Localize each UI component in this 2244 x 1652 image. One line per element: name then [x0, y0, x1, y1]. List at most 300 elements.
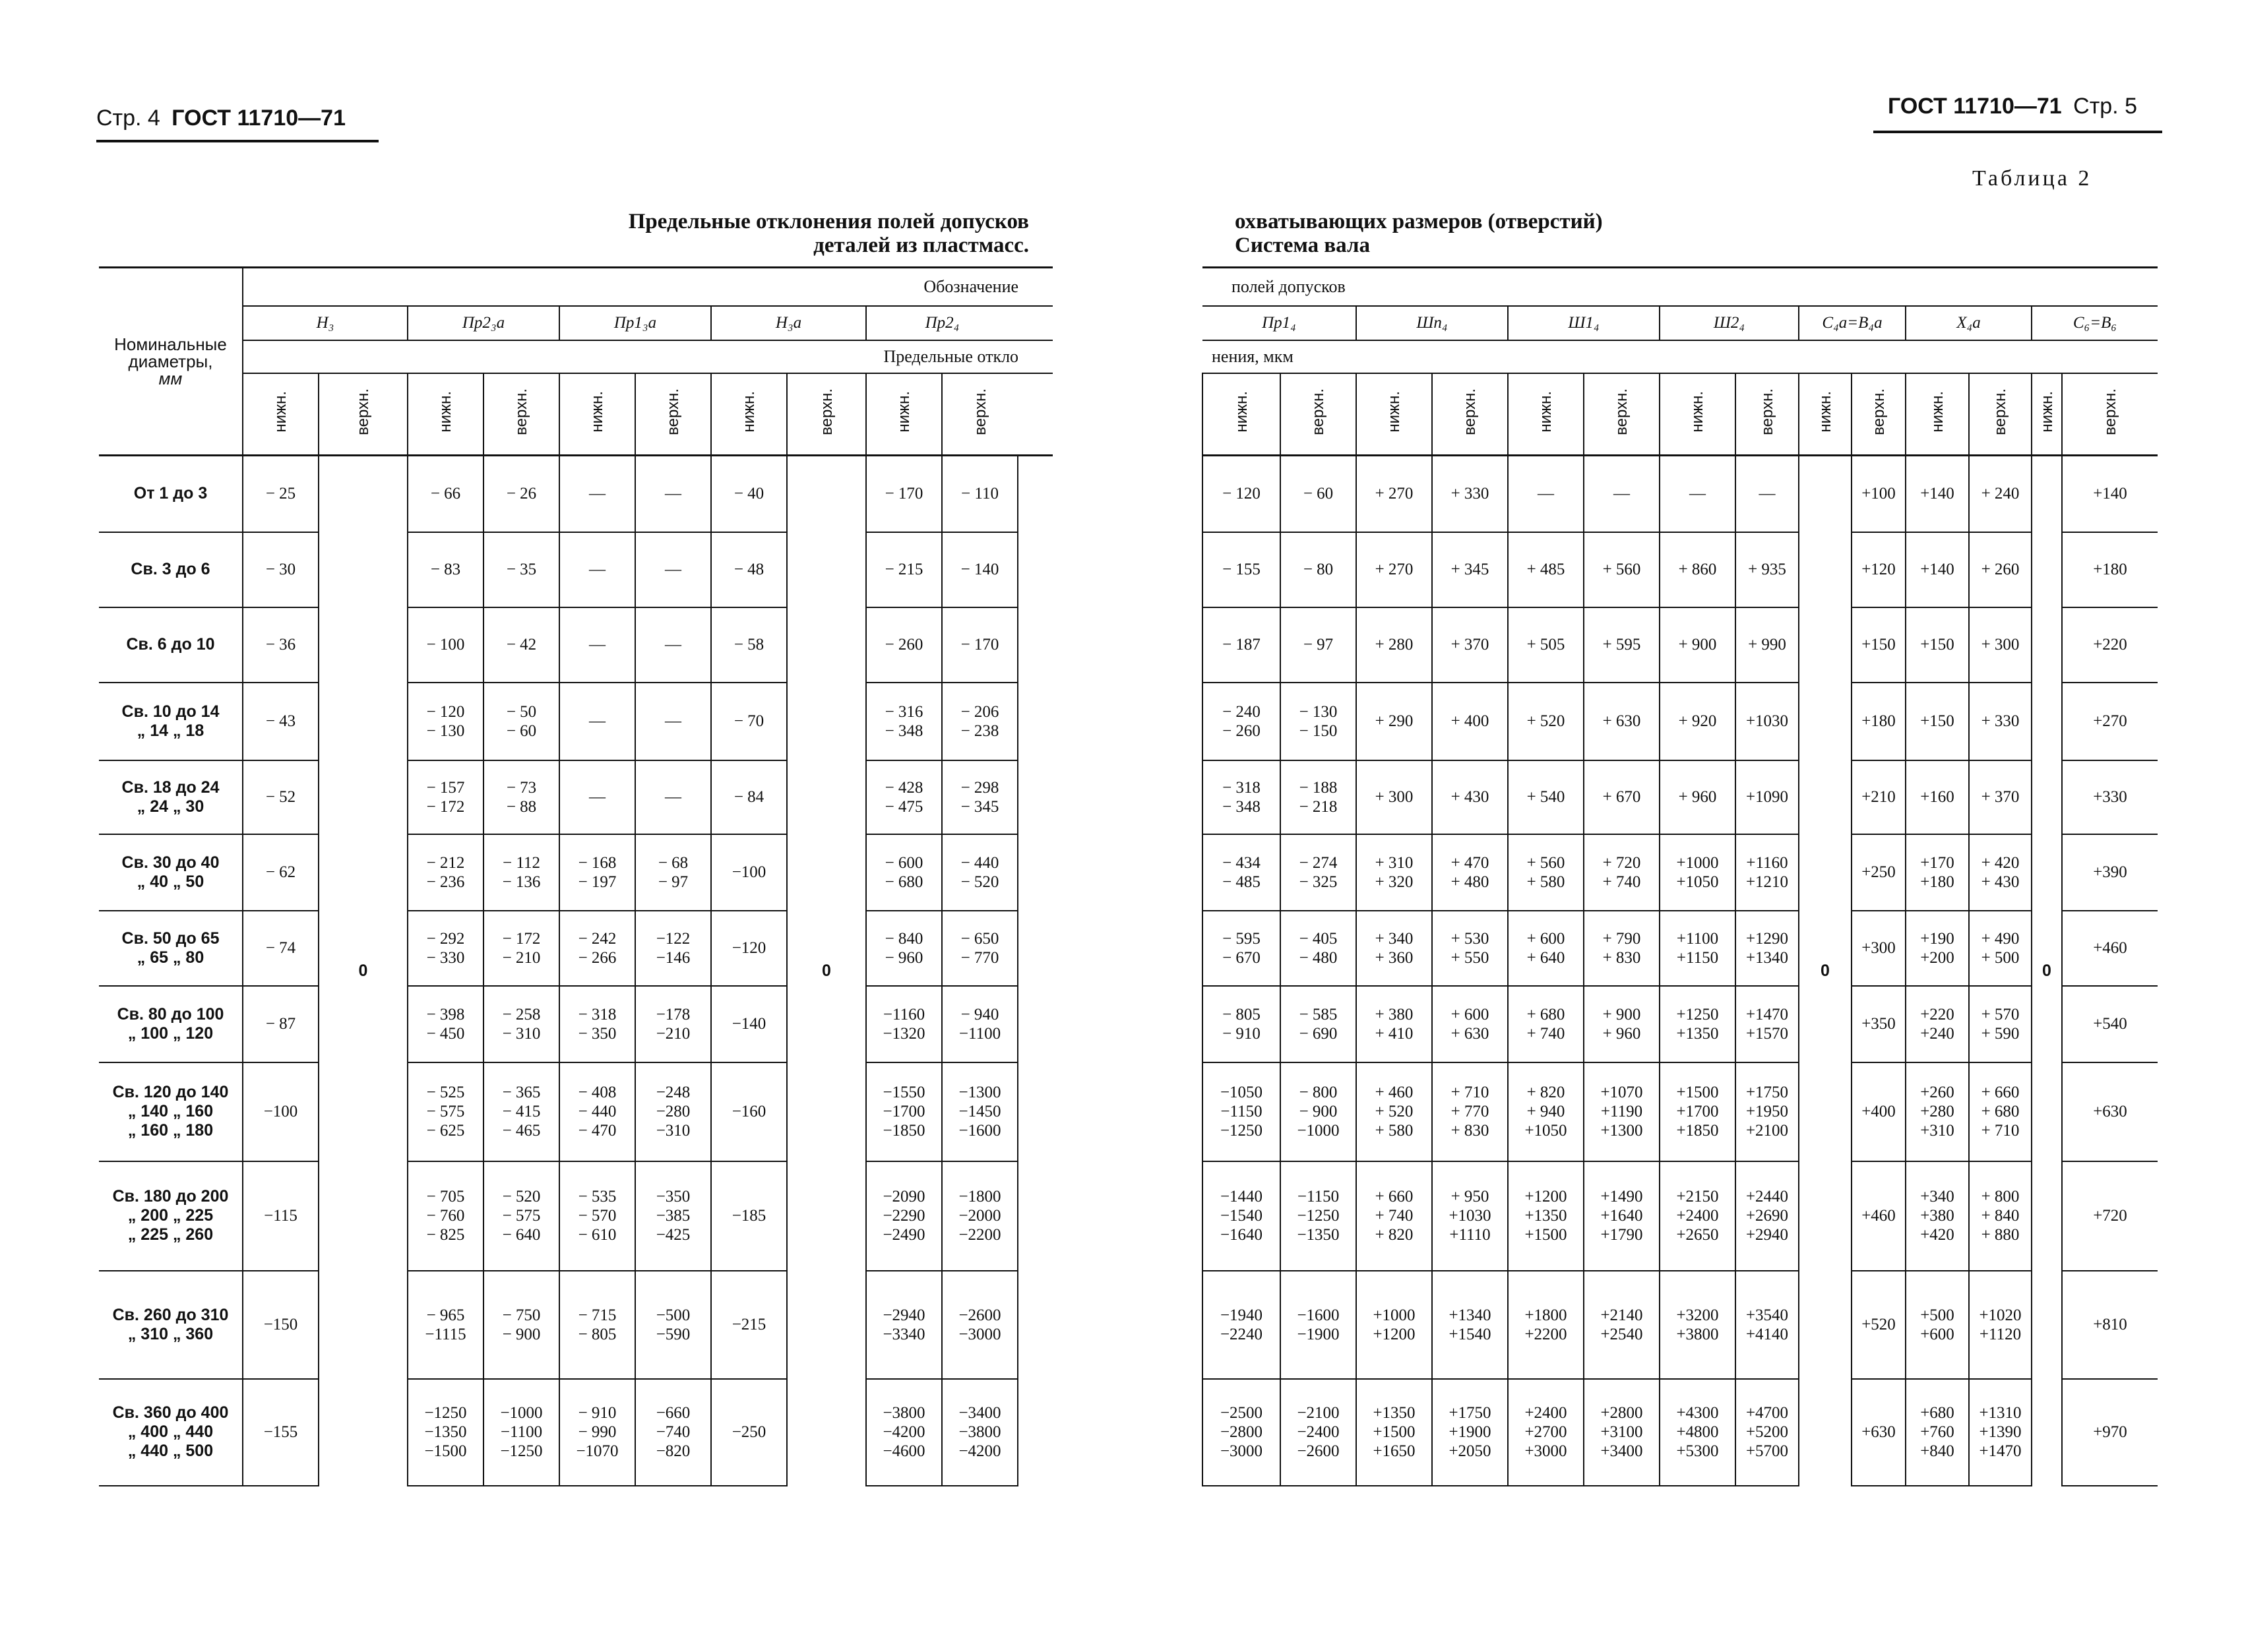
h3-lower: − 25	[243, 456, 319, 532]
pr2-3a-lower: − 83	[408, 532, 483, 607]
diameter-range: Св. 260 до 310 „ 310 „ 360	[99, 1271, 243, 1379]
shp-4-upper: + 330	[1432, 456, 1508, 532]
pr2-4-lower: −2940 −3340	[866, 1271, 942, 1379]
pr2-3a-lower: − 100	[408, 607, 483, 683]
pr2-4-upper: −1800 −2000 −2200	[942, 1161, 1018, 1271]
left-standard-number: ГОСТ 11710—71	[171, 106, 346, 131]
field-h3: H₃	[243, 306, 408, 340]
x4a-lower: +140	[1906, 456, 1969, 532]
sh1-4-upper: +2140 +2540	[1584, 1271, 1660, 1379]
c6-lower-zero: 0	[2032, 456, 2062, 1486]
sh2-4-upper: +2440 +2690 +2940	[1735, 1161, 1799, 1271]
table-row	[1202, 1062, 2158, 1161]
pr1-4-lower: − 240 − 260	[1202, 683, 1280, 760]
table-row	[99, 1271, 1053, 1379]
x4a-lower: +260 +280 +310	[1906, 1062, 1969, 1161]
h3a-lower: − 84	[711, 760, 787, 834]
sub-header-up: верхн.	[1969, 373, 2032, 456]
diameter-range: Св. 360 до 400 „ 400 „ 440 „ 440 „ 500	[99, 1379, 243, 1486]
pr1-3a-upper: −248 −280 −310	[635, 1062, 711, 1161]
pr2-4-upper: − 140	[942, 532, 1018, 607]
sh1-4-lower: + 820 + 940 +1050	[1508, 1062, 1584, 1161]
sh1-4-upper: + 630	[1584, 683, 1660, 760]
h3-lower: − 87	[243, 986, 319, 1062]
left-page-header	[96, 106, 346, 131]
pr2-3a-lower: −1250 −1350 −1500	[408, 1379, 483, 1486]
sub-header-low: нижн.	[559, 373, 635, 456]
shp-4-upper: + 370	[1432, 607, 1508, 683]
h3-lower: −150	[243, 1271, 319, 1379]
x4a-upper: +1020 +1120	[1969, 1271, 2032, 1379]
right-page-header	[1888, 94, 2137, 119]
pr1-4-lower: − 434 − 485	[1202, 834, 1280, 911]
deviation-label: Предельные откло	[243, 340, 1053, 373]
field-c6-b6: C₆=B₆	[2032, 306, 2158, 340]
x4a-upper: + 300	[1969, 607, 2032, 683]
pr2-3a-lower: − 157 − 172	[408, 760, 483, 834]
pr2-3a-upper: − 112 − 136	[483, 834, 559, 911]
pr2-4-lower: − 215	[866, 532, 942, 607]
pr2-3a-lower: − 965 −1115	[408, 1271, 483, 1379]
pr2-3a-lower: − 212 − 236	[408, 834, 483, 911]
h3-lower: −100	[243, 1062, 319, 1161]
sh2-4-upper: +1160 +1210	[1735, 834, 1799, 911]
shp-4-upper: + 400	[1432, 683, 1508, 760]
h3a-lower: −185	[711, 1161, 787, 1271]
pr1-4-upper: −2100 −2400 −2600	[1280, 1379, 1356, 1486]
x4a-lower: +170 +180	[1906, 834, 1969, 911]
pr1-3a-upper: —	[635, 532, 711, 607]
pr1-3a-upper: —	[635, 456, 711, 532]
sh1-4-lower: +1800 +2200	[1508, 1271, 1584, 1379]
sub-header-up: верхн.	[319, 373, 408, 456]
field-h3a: H₃а	[711, 306, 866, 340]
x4a-upper: + 800 + 840 + 880	[1969, 1161, 2032, 1271]
c6-upper: +540	[2062, 986, 2158, 1062]
field-x4a: X₄а	[1906, 306, 2032, 340]
pr2-4-upper: − 206 − 238	[942, 683, 1018, 760]
pr2-4-upper: − 170	[942, 607, 1018, 683]
table-row	[99, 683, 1053, 760]
right-standard-number: ГОСТ 11710—71	[1888, 94, 2062, 119]
pr1-3a-lower: − 715 − 805	[559, 1271, 635, 1379]
diameter-range: Св. 10 до 14 „ 14 „ 18	[99, 683, 243, 760]
sh2-4-upper: +1290 +1340	[1735, 911, 1799, 986]
sh2-4-lower: +2150 +2400 +2650	[1660, 1161, 1735, 1271]
sh1-4-lower: + 520	[1508, 683, 1584, 760]
pr1-4-lower: − 187	[1202, 607, 1280, 683]
sh2-4-upper: +3540 +4140	[1735, 1271, 1799, 1379]
sub-header-up: верхн.	[942, 373, 1018, 456]
pr2-4-lower: −2090 −2290 −2490	[866, 1161, 942, 1271]
x4a-upper: + 260	[1969, 532, 2032, 607]
sh2-4-lower: + 860	[1660, 532, 1735, 607]
c6-upper: +330	[2062, 760, 2158, 834]
table-row	[1202, 683, 2158, 760]
field-pr1-4: Пр1₄	[1202, 306, 1356, 340]
sub-header-up: верхн.	[1735, 373, 1799, 456]
sh2-4-upper: +1750 +1950 +2100	[1735, 1062, 1799, 1161]
pr2-3a-upper: −1000 −1100 −1250	[483, 1379, 559, 1486]
pr1-4-lower: − 155	[1202, 532, 1280, 607]
sub-header-up: верхн.	[1852, 373, 1906, 456]
pr2-4-lower: − 260	[866, 607, 942, 683]
h3-lower: − 74	[243, 911, 319, 986]
pr1-4-lower: − 805 − 910	[1202, 986, 1280, 1062]
x4a-lower: +500 +600	[1906, 1271, 1969, 1379]
x4a-lower: +340 +380 +420	[1906, 1161, 1969, 1271]
pr1-3a-lower: —	[559, 532, 635, 607]
pr1-3a-upper: − 68 − 97	[635, 834, 711, 911]
sub-header-low: нижн.	[1906, 373, 1969, 456]
table-row	[1202, 834, 2158, 911]
sh1-4-upper: +1490 +1640 +1790	[1584, 1161, 1660, 1271]
right-page-number: Стр. 5	[2073, 94, 2137, 119]
sub-header-low: нижн.	[2032, 373, 2062, 456]
pr2-3a-upper: − 73 − 88	[483, 760, 559, 834]
diameter-range: Св. 6 до 10	[99, 607, 243, 683]
sh1-4-lower: + 560 + 580	[1508, 834, 1584, 911]
x4a-lower: +220 +240	[1906, 986, 1969, 1062]
pr2-3a-upper: − 258 − 310	[483, 986, 559, 1062]
sh1-4-lower: + 540	[1508, 760, 1584, 834]
sub-header-up: верхн.	[1584, 373, 1660, 456]
shp-4-lower: + 270	[1356, 532, 1432, 607]
c4a-upper: +400	[1852, 1062, 1906, 1161]
pr1-4-lower: −1440 −1540 −1640	[1202, 1161, 1280, 1271]
table-row	[1202, 456, 2158, 532]
diameter-range: От 1 до 3	[99, 456, 243, 532]
h3a-lower: −140	[711, 986, 787, 1062]
table-row	[1202, 607, 2158, 683]
sub-header-low: нижн.	[1508, 373, 1584, 456]
c6-upper: +270	[2062, 683, 2158, 760]
sh2-4-upper: +4700 +5200 +5700	[1735, 1379, 1799, 1486]
pr1-3a-lower: − 242 − 266	[559, 911, 635, 986]
pr1-4-upper: − 80	[1280, 532, 1356, 607]
diameter-range: Св. 18 до 24 „ 24 „ 30	[99, 760, 243, 834]
pr1-3a-lower: − 318 − 350	[559, 986, 635, 1062]
diameter-range: Св. 80 до 100 „ 100 „ 120	[99, 986, 243, 1062]
title-left: Предельные отклонения полей допусков деталей из пластмасс.	[628, 210, 1029, 257]
shp-4-lower: + 460 + 520 + 580	[1356, 1062, 1432, 1161]
sub-header-up: верхн.	[1280, 373, 1356, 456]
c6-upper: +810	[2062, 1271, 2158, 1379]
field-shp-4: Шп₄	[1356, 306, 1508, 340]
pr1-4-upper: − 130 − 150	[1280, 683, 1356, 760]
shp-4-lower: + 380 + 410	[1356, 986, 1432, 1062]
sh1-4-upper: +2800 +3100 +3400	[1584, 1379, 1660, 1486]
sh1-4-upper: + 670	[1584, 760, 1660, 834]
left-page-number: Стр. 4	[96, 106, 160, 131]
sh2-4-lower: +4300 +4800 +5300	[1660, 1379, 1735, 1486]
title-right: охватывающих размеров (отверстий) Система вала	[1235, 210, 1603, 257]
pr2-3a-lower: − 525 − 575 − 625	[408, 1062, 483, 1161]
sh1-4-lower: + 600 + 640	[1508, 911, 1584, 986]
shp-4-lower: +1000 +1200	[1356, 1271, 1432, 1379]
shp-4-upper: +1340 +1540	[1432, 1271, 1508, 1379]
pr2-4-lower: − 316 − 348	[866, 683, 942, 760]
c6-upper: +140	[2062, 456, 2158, 532]
pr2-4-upper: − 650 − 770	[942, 911, 1018, 986]
shp-4-lower: + 300	[1356, 760, 1432, 834]
h3-lower: −155	[243, 1379, 319, 1486]
pr1-3a-lower: − 910 − 990 −1070	[559, 1379, 635, 1486]
c6-upper: +630	[2062, 1062, 2158, 1161]
shp-4-upper: + 600 + 630	[1432, 986, 1508, 1062]
sh1-4-upper: + 720 + 740	[1584, 834, 1660, 911]
sh2-4-lower: +3200 +3800	[1660, 1271, 1735, 1379]
table-row	[99, 1161, 1053, 1271]
h3a-lower: −120	[711, 911, 787, 986]
x4a-upper: +1310 +1390 +1470	[1969, 1379, 2032, 1486]
right-header-rule	[1873, 131, 2162, 133]
pr2-4-lower: − 170	[866, 456, 942, 532]
pr1-4-lower: −1050 −1150 −1250	[1202, 1062, 1280, 1161]
sub-header-up: верхн.	[1432, 373, 1508, 456]
pr2-3a-upper: − 35	[483, 532, 559, 607]
x4a-upper: + 660 + 680 + 710	[1969, 1062, 2032, 1161]
sub-header-up: верхн.	[635, 373, 711, 456]
h3a-lower: − 70	[711, 683, 787, 760]
pr2-4-lower: − 840 − 960	[866, 911, 942, 986]
field-sh2-4: Ш2₄	[1660, 306, 1799, 340]
pr1-4-lower: − 318 − 348	[1202, 760, 1280, 834]
table-row	[99, 834, 1053, 911]
shp-4-lower: + 270	[1356, 456, 1432, 532]
pr1-4-upper: − 405 − 480	[1280, 911, 1356, 986]
pr2-4-lower: −1550 −1700 −1850	[866, 1062, 942, 1161]
sub-header-up: верхн.	[787, 373, 866, 456]
pr2-3a-upper: − 365 − 415 − 465	[483, 1062, 559, 1161]
table-row	[1202, 532, 2158, 607]
x4a-upper: + 370	[1969, 760, 2032, 834]
pr2-3a-lower: − 120 − 130	[408, 683, 483, 760]
pr1-4-upper: − 585 − 690	[1280, 986, 1356, 1062]
designation-label: Обозначение	[243, 268, 1053, 306]
x4a-upper: + 420 + 430	[1969, 834, 2032, 911]
table-row	[99, 456, 1053, 532]
table-row	[1202, 1161, 2158, 1271]
pr1-3a-upper: −122 −146	[635, 911, 711, 986]
x4a-upper: + 570 + 590	[1969, 986, 2032, 1062]
pr1-4-lower: −2500 −2800 −3000	[1202, 1379, 1280, 1486]
c6-upper: +180	[2062, 532, 2158, 607]
pr2-3a-lower: − 705 − 760 − 825	[408, 1161, 483, 1271]
c6-upper: +720	[2062, 1161, 2158, 1271]
sub-header-up: верхн.	[2062, 373, 2158, 456]
pr2-4-upper: −1300 −1450 −1600	[942, 1062, 1018, 1161]
shp-4-lower: + 280	[1356, 607, 1432, 683]
x4a-upper: + 330	[1969, 683, 2032, 760]
h3a-lower: −215	[711, 1271, 787, 1379]
x4a-upper: + 240	[1969, 456, 2032, 532]
left-header-rule	[96, 140, 379, 142]
sh2-4-upper: + 990	[1735, 607, 1799, 683]
table-row	[1202, 760, 2158, 834]
table-row	[1202, 986, 2158, 1062]
c4a-upper: +630	[1852, 1379, 1906, 1486]
c4a-upper: +150	[1852, 607, 1906, 683]
pr1-4-lower: − 595 − 670	[1202, 911, 1280, 986]
field-pr1-3a: Пр1₃а	[559, 306, 711, 340]
h3-lower: − 52	[243, 760, 319, 834]
sh2-4-lower: +1000 +1050	[1660, 834, 1735, 911]
field-sh1-4: Ш1₄	[1508, 306, 1660, 340]
sh1-4-upper: + 595	[1584, 607, 1660, 683]
pr1-3a-upper: −660 −740 −820	[635, 1379, 711, 1486]
c4a-lower-zero: 0	[1799, 456, 1852, 1486]
pr1-4-upper: −1600 −1900	[1280, 1271, 1356, 1379]
h3a-lower: − 58	[711, 607, 787, 683]
sub-header-low: нижн.	[408, 373, 483, 456]
sub-header-low: нижн.	[1799, 373, 1852, 456]
h3-lower: −115	[243, 1161, 319, 1271]
pr2-4-upper: − 940 −1100	[942, 986, 1018, 1062]
pr2-3a-lower: − 398 − 450	[408, 986, 483, 1062]
sub-header-low: нижн.	[243, 373, 319, 456]
pr1-3a-upper: −350 −385 −425	[635, 1161, 711, 1271]
sh1-4-lower: + 680 + 740	[1508, 986, 1584, 1062]
h3a-lower: − 48	[711, 532, 787, 607]
c4a-upper: +210	[1852, 760, 1906, 834]
h3a-lower: − 40	[711, 456, 787, 532]
sh1-4-upper: —	[1584, 456, 1660, 532]
sh1-4-upper: +1070 +1190 +1300	[1584, 1062, 1660, 1161]
table-row	[99, 532, 1053, 607]
diameter-range: Св. 50 до 65 „ 65 „ 80	[99, 911, 243, 986]
sh2-4-lower: —	[1660, 456, 1735, 532]
diameter-range: Св. 120 до 140 „ 140 „ 160 „ 160 „ 180	[99, 1062, 243, 1161]
h3a-lower: −100	[711, 834, 787, 911]
table-row	[1202, 1379, 2158, 1486]
sub-header-up: верхн.	[483, 373, 559, 456]
field-pr2-3a: Пр2₃а	[408, 306, 559, 340]
c4a-upper: +350	[1852, 986, 1906, 1062]
fields-label: полей допусков	[1202, 268, 2158, 306]
pr1-3a-lower: − 168 − 197	[559, 834, 635, 911]
sh2-4-upper: +1030	[1735, 683, 1799, 760]
sh2-4-lower: + 900	[1660, 607, 1735, 683]
h3-lower: − 43	[243, 683, 319, 760]
c6-upper: +390	[2062, 834, 2158, 911]
table-row	[1202, 911, 2158, 986]
sh1-4-upper: + 790 + 830	[1584, 911, 1660, 986]
c4a-upper: +180	[1852, 683, 1906, 760]
sh1-4-upper: + 900 + 960	[1584, 986, 1660, 1062]
sub-header-low: нижн.	[711, 373, 787, 456]
pr1-4-lower: −1940 −2240	[1202, 1271, 1280, 1379]
sh1-4-lower: + 505	[1508, 607, 1584, 683]
pr2-3a-upper: − 520 − 575 − 640	[483, 1161, 559, 1271]
c6-upper: +220	[2062, 607, 2158, 683]
table-row	[99, 911, 1053, 986]
pr2-3a-lower: − 66	[408, 456, 483, 532]
pr1-4-upper: − 274 − 325	[1280, 834, 1356, 911]
deviation-label-cont: нения, мкм	[1202, 340, 2158, 373]
x4a-upper: + 490 + 500	[1969, 911, 2032, 986]
shp-4-lower: + 310 + 320	[1356, 834, 1432, 911]
shp-4-upper: + 530 + 550	[1432, 911, 1508, 986]
pr2-3a-upper: − 172 − 210	[483, 911, 559, 986]
pr2-3a-upper: − 42	[483, 607, 559, 683]
sh1-4-lower: + 485	[1508, 532, 1584, 607]
pr1-4-upper: − 188 − 218	[1280, 760, 1356, 834]
c4a-upper: +460	[1852, 1161, 1906, 1271]
diameter-range: Св. 30 до 40 „ 40 „ 50	[99, 834, 243, 911]
shp-4-lower: + 290	[1356, 683, 1432, 760]
diameter-range: Св. 180 до 200 „ 200 „ 225 „ 225 „ 260	[99, 1161, 243, 1271]
pr2-3a-upper: − 50 − 60	[483, 683, 559, 760]
table-row	[1202, 1271, 2158, 1379]
sh2-4-lower: +1100 +1150	[1660, 911, 1735, 986]
pr2-4-upper: −3400 −3800 −4200	[942, 1379, 1018, 1486]
shp-4-upper: + 710 + 770 + 830	[1432, 1062, 1508, 1161]
pr1-3a-lower: − 535 − 570 − 610	[559, 1161, 635, 1271]
shp-4-upper: +1750 +1900 +2050	[1432, 1379, 1508, 1486]
pr1-3a-lower: —	[559, 607, 635, 683]
pr1-3a-lower: − 408 − 440 − 470	[559, 1062, 635, 1161]
pr1-3a-upper: —	[635, 607, 711, 683]
pr2-4-upper: −2600 −3000	[942, 1271, 1018, 1379]
table-row	[99, 760, 1053, 834]
sh1-4-lower: +2400 +2700 +3000	[1508, 1379, 1584, 1486]
sh1-4-lower: —	[1508, 456, 1584, 532]
pr2-4-lower: −3800 −4200 −4600	[866, 1379, 942, 1486]
shp-4-lower: + 660 + 740 + 820	[1356, 1161, 1432, 1271]
c4a-upper: +100	[1852, 456, 1906, 532]
sub-header-low: нижн.	[1660, 373, 1735, 456]
h3a-lower: −160	[711, 1062, 787, 1161]
c4a-upper: +120	[1852, 532, 1906, 607]
pr2-4-lower: − 428 − 475	[866, 760, 942, 834]
c6-upper: +460	[2062, 911, 2158, 986]
table-row	[99, 1062, 1053, 1161]
sh2-4-lower: +1500 +1700 +1850	[1660, 1062, 1735, 1161]
h3-lower: − 30	[243, 532, 319, 607]
table-row	[99, 607, 1053, 683]
x4a-lower: +150	[1906, 683, 1969, 760]
sh2-4-lower: + 920	[1660, 683, 1735, 760]
pr1-4-lower: − 120	[1202, 456, 1280, 532]
shp-4-lower: + 340 + 360	[1356, 911, 1432, 986]
h3a-upper-zero: 0	[787, 456, 866, 1486]
sub-header-low: нижн.	[866, 373, 942, 456]
pr1-3a-upper: −500 −590	[635, 1271, 711, 1379]
sh2-4-upper: +1470 +1570	[1735, 986, 1799, 1062]
table-caption: Таблица 2	[1972, 166, 2092, 191]
x4a-lower: +190 +200	[1906, 911, 1969, 986]
h3a-lower: −250	[711, 1379, 787, 1486]
sh2-4-lower: +1250 +1350	[1660, 986, 1735, 1062]
pr1-4-upper: − 97	[1280, 607, 1356, 683]
sh1-4-lower: +1200 +1350 +1500	[1508, 1161, 1584, 1271]
field-c4a-b4a: C₄а=B₄а	[1799, 306, 1906, 340]
shp-4-upper: + 430	[1432, 760, 1508, 834]
diameter-range: Св. 3 до 6	[99, 532, 243, 607]
h3-upper-zero: 0	[319, 456, 408, 1486]
shp-4-upper: + 950 +1030 +1110	[1432, 1161, 1508, 1271]
pr1-3a-upper: —	[635, 760, 711, 834]
sub-header-low: нижн.	[1356, 373, 1432, 456]
c6-upper: +970	[2062, 1379, 2158, 1486]
x4a-lower: +680 +760 +840	[1906, 1379, 1969, 1486]
pr2-4-upper: − 298 − 345	[942, 760, 1018, 834]
right-deviation-table	[1202, 266, 2158, 1486]
table-row	[99, 1379, 1053, 1486]
pr1-3a-lower: —	[559, 683, 635, 760]
shp-4-upper: + 470 + 480	[1432, 834, 1508, 911]
